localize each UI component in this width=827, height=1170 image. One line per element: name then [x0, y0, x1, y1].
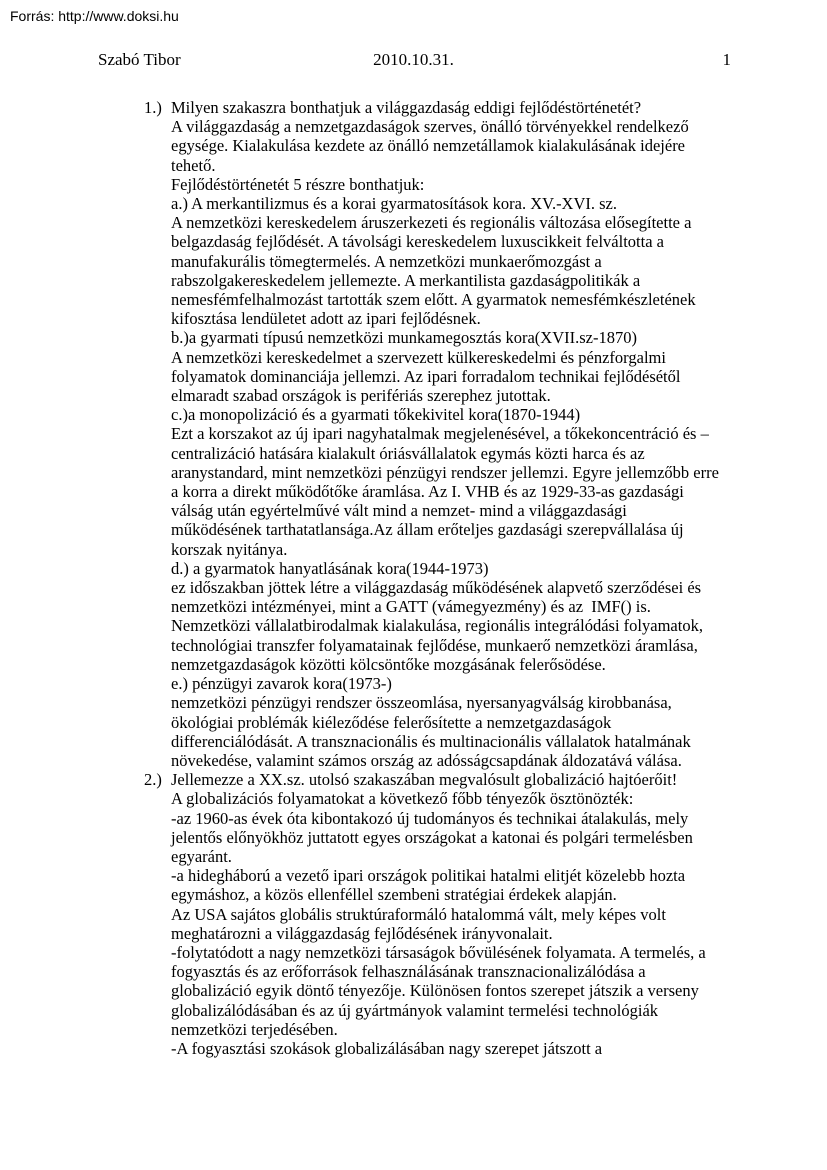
text-line: A nemzetközi kereskedelem áruszerkezeti és regionális változása elősegítette a [171, 213, 692, 233]
text-line: korszak nyitánya. [171, 539, 288, 559]
text-line: nemzetközi terjedésében. [171, 1019, 338, 1039]
text-line: -folytatódott a nagy nemzetközi társaságok bővülésének folyamata. A termelés, a [171, 942, 706, 962]
question-item-2 [144, 770, 774, 1058]
text-line: Nemzetközi vállalatbirodalmak kialakulása, regionális integrálódási folyamatok, [171, 616, 703, 636]
source-url-label: Forrás: http://www.doksi.hu [10, 8, 179, 24]
text-line: növekedése, valamint számos ország az adósságcsapdának áldozatává válása. [171, 750, 682, 770]
text-line: -A fogyasztási szokások globalizálásában nagy szerepet játszott a [171, 1038, 603, 1058]
text-line: Fejlődéstörténetét 5 részre bonthatjuk: [171, 174, 425, 194]
question-item-1 [144, 98, 774, 770]
text-line: ez időszakban jöttek létre a világgazdaság működésének alapvető szerződései és [171, 578, 702, 598]
text-line: Milyen szakaszra bonthatjuk a világgazdaság eddigi fejlődéstörténetét? [171, 98, 642, 117]
text-line: nemesfémfelhalmozást tartották szem előtt. A gyarmatok nemesfémkészletének [171, 290, 696, 310]
text-line: A világgazdaság a nemzetgazdaságok szerves, önálló törvényekkel rendelkező [171, 117, 689, 137]
text-line: tehető. [171, 155, 216, 175]
text-line: egysége. Kialakulása kezdete az önálló nemzetállamok kialakulásának idejére [171, 136, 686, 156]
text-line: működésének tarthatatlansága.Az állam erőteljes gazdasági szerepvállalása új [171, 520, 684, 540]
text-line: -az 1960-as évek óta kibontakozó új tudományos és technikai átalakulás, mely [171, 808, 689, 828]
text-line: válság után egyértelművé vált mind a nemzet- mind a világgazdasági [171, 501, 627, 521]
text-line: d.) a gyarmatok hanyatlásának kora(1944-1973) [171, 558, 489, 578]
text-line: globalizálódásában és az új gyártmányok valamint termelési technológiák [171, 1000, 659, 1020]
header-author: Szabó Tibor [98, 50, 181, 69]
text-line: jelentős előnyökhöz juttatott egyes országokat a katonai és polgári termelésben [171, 827, 693, 847]
text-line: folyamatok dominanciája jellemzi. Az ipari forradalom technikai fejlődésétől [171, 366, 681, 386]
text-line: nemzetközi intézményei, mint a GATT (vámegyezmény) és az IMF() is. [171, 597, 651, 617]
text-line: globalizáció egyik döntő tényezője. Különösen fontos szerepet játszik a verseny [171, 981, 699, 1001]
text-line: nemzetgazdaságok közötti kölcsöntőke mozgásának felerősödése. [171, 654, 606, 674]
text-line: b.)a gyarmati típusú nemzetközi munkamegosztás kora(XVII.sz-1870) [171, 328, 637, 348]
text-line: -a hidegháború a vezető ipari országok politikai hatalmi elitjét közelebb hozta [171, 866, 686, 886]
text-line: a.) A merkantilizmus és a korai gyarmatosítások kora. XV.-XVI. sz. [171, 194, 618, 214]
text-line: Az USA sajátos globális struktúraformáló hatalommá vált, mely képes volt [171, 904, 666, 924]
text-line: c.)a monopolizáció és a gyarmati tőkekivitel kora(1870-1944) [171, 405, 581, 425]
text-line: Ezt a korszakot az új ipari nagyhatalmak megjelenésével, a tőkekoncentráció és – [171, 424, 709, 444]
question-number: 2.) [144, 770, 162, 790]
text-line: A globalizációs folyamatokat a következő főbb tényezők ösztönözték: [171, 789, 634, 809]
text-line: meghatározni a világgazdaság fejlődésének irányvonalait. [171, 923, 553, 943]
text-line: kifosztása lendületet adott az ipari fejlődésnek. [171, 309, 481, 329]
question-number: 1.) [144, 98, 162, 117]
text-line: egymáshoz, a közös ellenféllel szembeni stratégiai érdekek alapján. [171, 885, 617, 905]
text-line: nemzetközi pénzügyi rendszer összeomlása, nyersanyagválság kirobbanása, [171, 693, 672, 713]
text-line: egyaránt. [171, 846, 232, 866]
question-list [144, 98, 774, 1058]
text-line: technológiai transzfer folyamatainak fejlődése, munkaerő nemzetközi áramlása, [171, 635, 698, 655]
text-line: elmaradt szabad országok is perifériás szerephez jutottak. [171, 386, 551, 406]
text-line: A nemzetközi kereskedelmet a szervezett külkereskedelmi és pénzforgalmi [171, 347, 666, 367]
header-date: 2010.10.31. [373, 50, 454, 69]
text-line: Jellemezze a XX.sz. utolsó szakaszában megvalósult globalizáció hajtóerőit! [171, 770, 678, 790]
text-line: belgazdaság fejlődését. A távolsági kereskedelem luxuscikkeit felváltotta a [171, 232, 664, 252]
text-line: centralizáció hatására kialakult óriásvállalatok egymás közti harca és az [171, 443, 645, 463]
text-line: e.) pénzügyi zavarok kora(1973-) [171, 674, 392, 694]
text-line: aranystandard, mint nemzetközi pénzügyi rendszer jellemzi. Egyre jellemzőbb erre [171, 462, 719, 482]
text-line: a korra a direkt működőtőke áramlása. Az I. VHB és az 1929-33-as gazdasági [171, 482, 684, 502]
text-line: ökológiai problémák kiéleződése felerősítette a nemzetgazdaságok [171, 712, 612, 732]
text-line: rabszolgakereskedelem jellemezte. A merkantilista gazdaságpolitikák a [171, 270, 641, 290]
text-line: differenciálódását. A transznacionális és multinacionális vállalatok hatalmának [171, 731, 691, 751]
header-page-number: 1 [722, 50, 731, 69]
text-line: manufakurális tömegtermelés. A nemzetközi munkaerőmozgást a [171, 251, 602, 271]
text-line: fogyasztás és az erőforrások felhasználásának transznacionalizálódása a [171, 962, 646, 982]
page-header [0, 50, 827, 70]
